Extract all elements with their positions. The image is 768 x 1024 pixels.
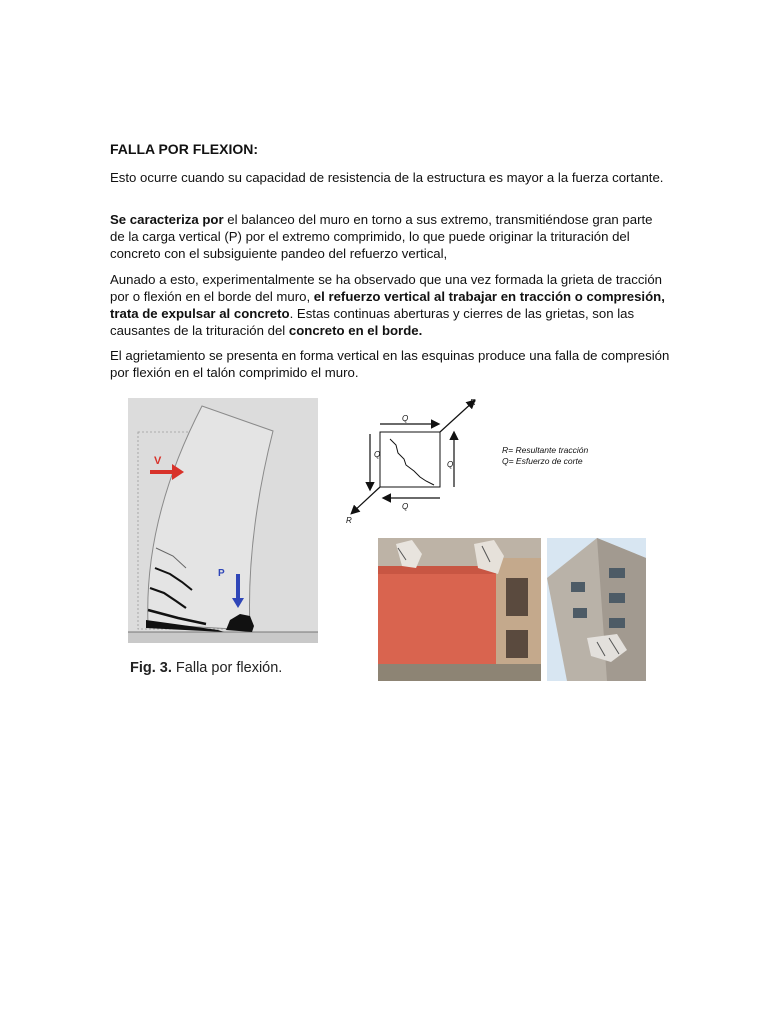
figure-title: Falla por flexión. xyxy=(171,660,283,676)
force-diagram xyxy=(340,395,610,530)
resultant-arrow-top xyxy=(440,401,474,432)
rotated-wall xyxy=(148,406,273,630)
label-q-top: Q xyxy=(402,414,409,423)
bold-lead: Se caracteriza por xyxy=(110,212,224,227)
paragraph-characteristics xyxy=(110,211,670,262)
damaged-wall-photo xyxy=(378,538,541,681)
bold-phrase: el refuerzo vertical al trabajar en tracción o compresión, trata de expulsar al concreto xyxy=(110,289,665,321)
label-q-bottom: Q xyxy=(402,502,409,511)
flexural-failure-sketch xyxy=(128,398,318,643)
paragraph-cracking: El agrietamiento se presenta en forma vertical en las esquinas produce una falla de compresión por flexión en el talón comprimido el muro. xyxy=(110,348,670,380)
label-r-bottom: R xyxy=(346,516,352,525)
paragraph-definition: Esto ocurre cuando su capacidad de resistencia de la estructura es mayor a la fuerza cortante. xyxy=(110,170,664,185)
paragraph-text: el balanceo del muro en torno a sus extremo, transmitiéndose gran parte de la carga vertical (P) por el extremo comprimido, lo que puede originar la trituración del concreto con el subsiguiente pandeo del refuerzo vertical, xyxy=(110,212,653,261)
legend-resultant: R= Resultante tracción xyxy=(502,445,589,455)
label-r-top: R xyxy=(470,398,476,407)
label-v: V xyxy=(154,455,162,467)
section-heading: FALLA POR FLEXION: xyxy=(110,141,259,157)
paragraph-text: . Estas continuas aberturas y cierres de las grietas, son las causantes de la trituración del xyxy=(110,306,635,338)
label-q-right: Q xyxy=(447,460,454,469)
label-q-left: Q xyxy=(374,450,381,459)
damaged-building-photo xyxy=(547,538,646,681)
figure-caption xyxy=(130,660,282,676)
ground xyxy=(128,632,318,643)
damaged-wall-image xyxy=(378,538,541,681)
legend-shear: Q= Esfuerzo de corte xyxy=(502,456,583,466)
bold-phrase: concreto en el borde. xyxy=(288,323,423,338)
paragraph-text: Aunado a esto, experimentalmente se ha observado que una vez formada la grieta de tracción por o flexión en el borde del muro, xyxy=(110,272,663,304)
resultant-arrow-bottom xyxy=(352,487,380,513)
paragraph-experimental xyxy=(110,271,670,339)
flexural-failure-figure xyxy=(128,398,318,643)
figure-number: Fig. 3. xyxy=(130,660,172,676)
element-square xyxy=(380,432,440,487)
label-p: P xyxy=(218,568,225,579)
damaged-building-image xyxy=(547,538,646,681)
